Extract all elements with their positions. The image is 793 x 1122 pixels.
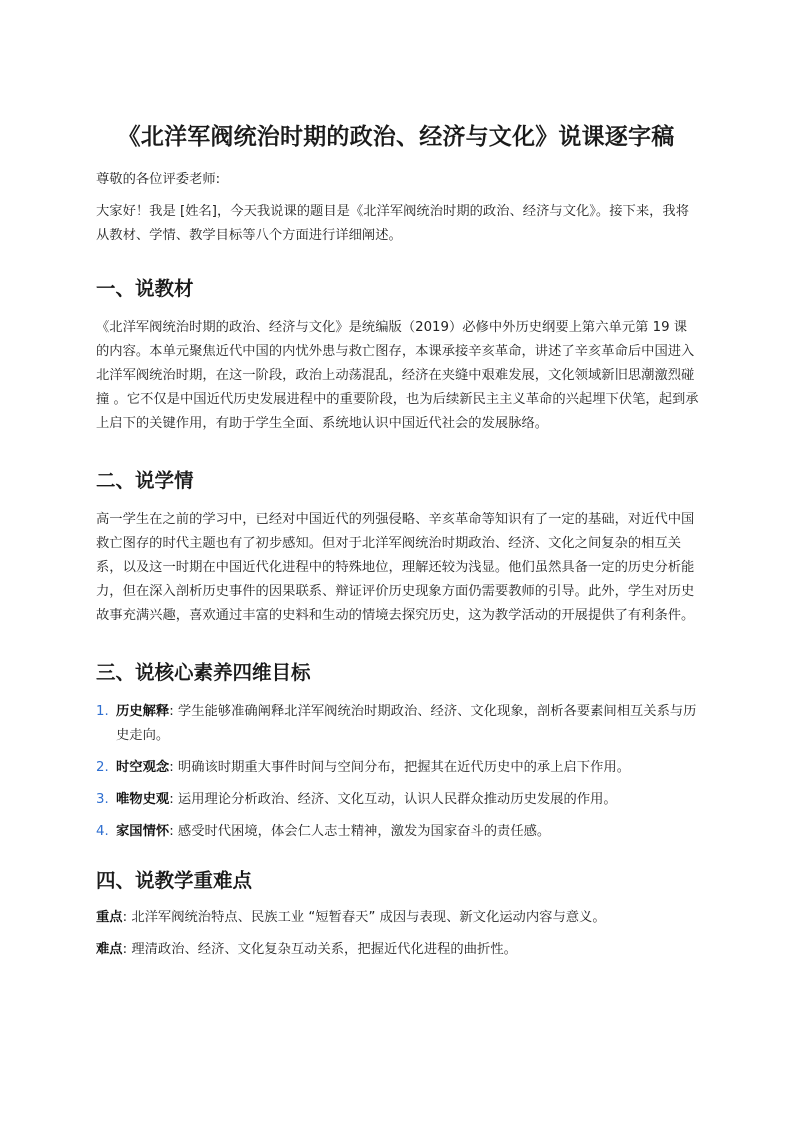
list-number: 3.: [96, 792, 109, 807]
term-separator: :: [169, 760, 178, 775]
objective-term: 家国情怀: [116, 824, 170, 839]
objective-text: 感受时代困境，体会仁人志士精神，激发为国家奋斗的责任感。: [177, 824, 551, 839]
document-title: 《北洋军阀统治时期的政治、经济与文化》说课逐字稿: [117, 124, 675, 150]
objective-term: 时空观念: [116, 760, 170, 775]
greeting: 尊敬的各位评委老师:: [96, 172, 221, 187]
label-separator: :: [122, 942, 132, 957]
list-number: 2.: [96, 760, 109, 775]
list-item: [96, 700, 700, 748]
list-number: 1.: [96, 704, 109, 719]
term-separator: :: [169, 824, 178, 839]
objective-text: 明确该时期重大事件时间与空间分布，把握其在近代历史中的承上启下作用。: [177, 760, 630, 775]
term-separator: :: [169, 704, 178, 719]
difficult-point-line: [96, 938, 700, 962]
section-body-students: 高一学生在之前的学习中，已经对中国近代的列强侵略、辛亥革命等知识有了一定的基础，对近代中国救亡图存的时代主题也有了初步感知。但对于北洋军阀统治时期政治、经济、文化之间复杂的相互关系，以及这一时期在中国近代化进程中的特殊地位，理解还较为浅显。他们虽然具备一定的历史分析能力，但在深入剖析历史事件的因果联系、辩证评价历史现象方面仍需要教师的引导。此外，学生对历史故事充满兴趣，喜欢通过丰富的史料和生动的情境去探究历史，这为教学活动的开展提供了有利条件。: [96, 512, 695, 623]
difficult-point-text: 理清政治、经济、文化复杂互动关系，把握近代化进程的曲折性。: [131, 942, 517, 957]
section-heading-objectives: 三、说核心素养四维目标: [96, 661, 311, 684]
list-item: [96, 820, 700, 844]
objective-term: 唯物史观: [116, 792, 170, 807]
list-number: 4.: [96, 824, 109, 839]
key-point-label: 重点: [96, 910, 123, 925]
objective-term: 历史解释: [116, 704, 170, 719]
objectives-list: [96, 700, 700, 844]
section-body-textbook: 《北洋军阀统治时期的政治、经济与文化》是统编版（2019）必修中外历史纲要上第六单元第 19 课的内容。本单元聚焦近代中国的内忧外患与救亡图存，本课承接辛亥革命，讲述了辛亥革命后中国进入北洋军阀统治时期，在这一阶段，政治上动荡混乱，经济在夹缝中艰难发展，文化领域新旧思潮激烈碰撞 。它不仅是中国近代历史发展进程中的重要阶段，也为后续新民主主义革命的兴起埋下伏笔，起到承上启下的关键作用，有助于学生全面、系统地认识中国近代社会的发展脉络。: [96, 320, 699, 431]
objective-text: 学生能够准确阐释北洋军阀统治时期政治、经济、文化现象，剖析各要素间相互关系与历史走向。: [116, 704, 697, 743]
key-point-line: [96, 906, 700, 930]
section-heading-students: 二、说学情: [96, 469, 194, 492]
section-heading-textbook: 一、说教材: [96, 277, 194, 300]
objective-text: 运用理论分析政治、经济、文化互动，认识人民群众推动历史发展的作用。: [177, 792, 617, 807]
difficult-point-label: 难点: [96, 942, 123, 957]
document-content: [96, 118, 700, 962]
list-item: [96, 756, 700, 780]
key-point-text: 北洋军阀统治特点、民族工业 “短暂春天” 成因与表现、新文化运动内容与意义。: [131, 910, 606, 925]
term-separator: :: [169, 792, 178, 807]
list-item: [96, 788, 700, 812]
label-separator: :: [122, 910, 132, 925]
intro-paragraph: 大家好！我是 [姓名]，今天我说课的题目是《北洋军阀统治时期的政治、经济与文化》。接下来，我将从教材、学情、教学目标等八个方面进行详细阐述。: [96, 204, 690, 243]
section-heading-key-points: 四、说教学重难点: [96, 869, 253, 892]
